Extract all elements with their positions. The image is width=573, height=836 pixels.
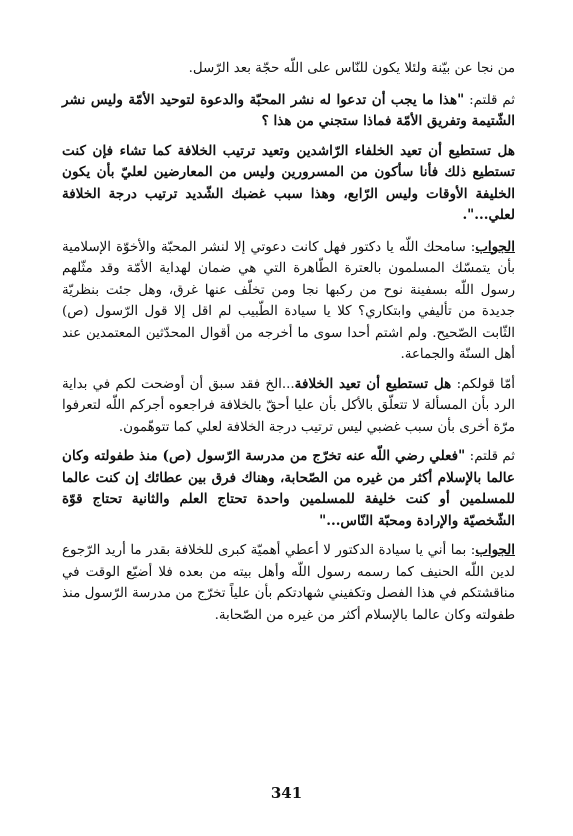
page-body [62,58,515,634]
paragraph-6-intro: ثم قلتم: [465,449,516,464]
paragraph-6 [62,446,515,532]
paragraph-2-intro: ثم قلتم: [464,92,516,108]
page-number: 341 [270,784,303,802]
answer-label-2: الجواب [475,542,515,558]
paragraph-4 [62,237,515,366]
paragraph-2-quote: "هذا ما يجب أن تدعوا له نشر المحبّة والدعوة لتوحيد الأمّة وليس نشر الشّتيمة وتفريق الأمّة فماذا ستجني من هذا ؟ [62,91,515,129]
answer-label-1: الجواب [475,238,515,255]
paragraph-5-bold: هل تستطيع أن تعيد الخلافة [294,375,452,392]
paragraph-7-text: : بما أني يا سيادة الدكتور لا أعطي أهميّة كبرى للخلافة بقدر ما أريد الرّجوع لدين اللّه الحنيف كما رسمه رسول اللّه وأهل بيته من بعده فلا أضيّع الوقت في مناقشتكم في هذا الفصل وتكفيني شهادتكم بأن علياً تخرّج من مدرسة الرّسول منذ طفولته وكان عالما بالإسلام أكثر من غيره من الصّحابة. [62,543,515,623]
paragraph-3-text: هل تستطيع أن تعيد الخلفاء الرّاشدين وتعيد ترتيب الخلافة كما تشاء فإن كنت تستطيع ذلك فأنا سأكون من المسرورين وليس من المعارضين لعليّ بأن يكون الخليفة الأوقات وليس الرّابع، وهذا سبب غضبك الشّديد ترتيب درجة الخلافة لعلي...". [62,142,515,223]
paragraph-7 [62,540,515,626]
paragraph-1-text: من نجا عن بيّنة ولئلا يكون للنّاس على اللّه حجّة بعد الرّسل. [188,61,515,76]
paragraph-1 [62,58,515,80]
paragraph-3 [62,141,515,227]
paragraph-5 [62,374,515,439]
paragraph-4-text: : سامحك اللّه يا دكتور فهل كانت دعوتي إلا لنشر المحبّة والأخوّة الإسلامية بأن يتمسّك المسلمون بالعترة الطّاهرة التي هي ضمان لهداية الأمّة وقد مثّلهم رسول اللّه بسفينة نوح من ركبها نجا ومن تخلّف عنها غرق، وهل جئت بنظريّة جديدة من تأليفي وابتكاري؟ كلا يا سيادة الطّبيب لم اقل إلا قول الرّسول (ص) الثّابت الصّحيح. ولم اشتم أحدا سوى ما أخرجه من أقوال المحدّثين المعتمدين عند أهل السنّة والجماعة. [62,239,515,362]
paragraph-2 [62,90,515,133]
paragraph-5-intro: أمّا قولكم: [451,376,515,392]
paragraph-5-rest: ...الخ فقد سبق أن أوضحت لكم في بداية الرد بأن المسألة لا تتعلّق بالأكل بأن عليا أحقّ بالخلافة فراجعوه أجركم اللّه لتعرفوا مرّة أخرى بأن سبب غضبي ليس ترتيب درجة الخلافة لعلي كما تتوهّمون. [62,376,515,435]
paragraph-6-quote: "فعلي رضي اللّه عنه تخرّج من مدرسة الرّسول (ص) منذ طفولته وكان عالما بالإسلام أكثر من غيره من الصّحابة، وهناك فرق بين عطائك إن كنت عالما للمسلمين أو كنت خليفة للمسلمين واحدة تحتاج العلم والثانية تحتاج قوّة الشّخصيّة والإرادة ومحبّة النّاس..." [62,448,515,529]
